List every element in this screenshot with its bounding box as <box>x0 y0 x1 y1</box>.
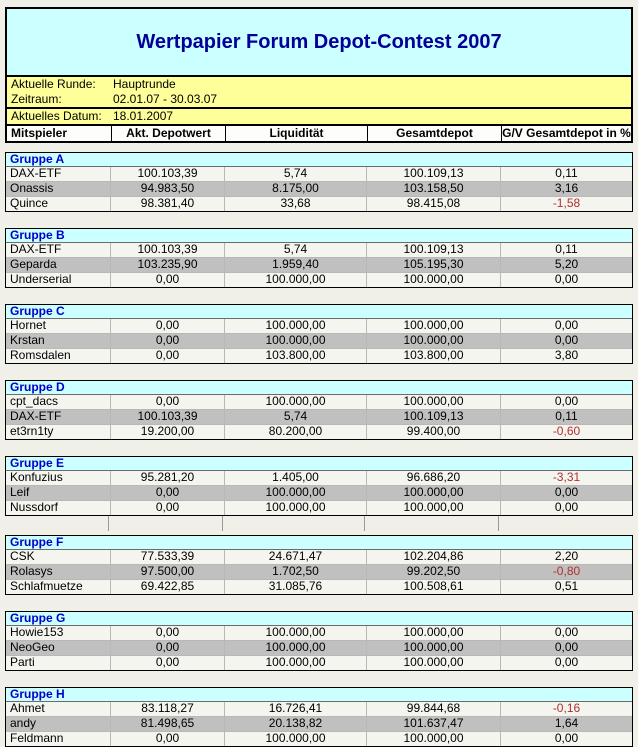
title-banner <box>5 7 633 77</box>
player-name-cell: CSK <box>10 550 35 563</box>
gesamtdepot-cell: 100.109,13 <box>366 167 500 181</box>
gv-cell: 0,11 <box>500 410 632 424</box>
depotwert-cell: 100.103,39 <box>110 167 224 181</box>
table-row <box>6 565 632 580</box>
gesamtdepot-cell: 100.000,00 <box>366 626 500 640</box>
gv-cell: -0,16 <box>500 702 632 716</box>
info-value-zeitraum: 02.01.07 - 30.03.07 <box>113 92 218 106</box>
group-name: Gruppe A <box>6 153 632 167</box>
gesamtdepot-cell: 100.000,00 <box>366 732 500 746</box>
gesamtdepot-cell: 99.400,00 <box>366 425 500 439</box>
player-name-cell: DAX-ETF <box>10 243 62 256</box>
info-value-datum: 18.01.2007 <box>113 109 174 123</box>
gesamtdepot-cell: 99.202,50 <box>366 565 500 579</box>
empty-grid-cell <box>109 516 223 531</box>
player-name-cell: cpt_dacs <box>10 395 59 408</box>
gv-cell: -1,58 <box>500 197 632 211</box>
group-name: Gruppe F <box>6 536 632 550</box>
table-row <box>6 425 632 439</box>
gesamtdepot-cell: 100.109,13 <box>366 410 500 424</box>
depotwert-cell: 83.118,27 <box>110 702 224 716</box>
contest-info-box <box>5 77 633 126</box>
depotwert-cell: 97.500,00 <box>110 565 224 579</box>
liquiditaet-cell: 8.175,00 <box>224 182 366 196</box>
liquiditaet-cell: 100.000,00 <box>224 626 366 640</box>
table-row <box>6 273 632 287</box>
table-row <box>6 550 632 565</box>
gesamtdepot-cell: 100.109,13 <box>366 243 500 257</box>
group-block <box>5 228 633 288</box>
liquiditaet-cell: 100.000,00 <box>224 641 366 655</box>
table-row <box>6 501 632 515</box>
table-row <box>6 243 632 258</box>
depotwert-cell: 0,00 <box>110 641 224 655</box>
groups-container <box>5 152 633 747</box>
liquiditaet-cell: 1.405,00 <box>224 471 366 485</box>
player-name-cell: Onassis <box>10 182 54 195</box>
depotwert-cell: 0,00 <box>110 349 224 363</box>
gv-cell: 0,00 <box>500 641 632 655</box>
table-row <box>6 182 632 197</box>
table-row <box>6 334 632 349</box>
player-name-cell: Parti <box>10 656 35 669</box>
depotwert-cell: 0,00 <box>110 334 224 348</box>
group-block <box>5 380 633 440</box>
player-name-cell: Feldmann <box>10 732 64 745</box>
gv-cell: 0,11 <box>500 243 632 257</box>
gesamtdepot-cell: 102.204,86 <box>366 550 500 564</box>
liquiditaet-cell: 20.138,82 <box>224 717 366 731</box>
player-name-cell: DAX-ETF <box>10 167 62 180</box>
column-header-gesamtdepot: Gesamtdepot <box>367 126 501 141</box>
player-name-cell: Howie153 <box>10 626 64 639</box>
gv-cell: 0,00 <box>500 334 632 348</box>
table-row <box>6 486 632 501</box>
liquiditaet-cell: 100.000,00 <box>224 501 366 515</box>
depotwert-cell: 0,00 <box>110 732 224 746</box>
group-block <box>5 687 633 747</box>
gesamtdepot-cell: 98.415,08 <box>366 197 500 211</box>
liquiditaet-cell: 5,74 <box>224 167 366 181</box>
gesamtdepot-cell: 101.637,47 <box>366 717 500 731</box>
depotwert-cell: 77.533,39 <box>110 550 224 564</box>
table-row <box>6 471 632 486</box>
depotwert-cell: 95.281,20 <box>110 471 224 485</box>
info-label-zeitraum: Zeitraum: <box>11 92 62 106</box>
table-row <box>6 641 632 656</box>
depotwert-cell: 94.983,50 <box>110 182 224 196</box>
gesamtdepot-cell: 96.686,20 <box>366 471 500 485</box>
gv-cell: 5,20 <box>500 258 632 272</box>
player-name-cell: andy <box>10 717 37 730</box>
depotwert-cell: 0,00 <box>110 273 224 287</box>
table-row <box>6 656 632 670</box>
gv-cell: -3,31 <box>500 471 632 485</box>
table-header-row <box>5 126 633 143</box>
group-name: Gruppe C <box>6 305 632 319</box>
liquiditaet-cell: 5,74 <box>224 410 366 424</box>
table-row <box>6 349 632 363</box>
empty-grid-cell <box>5 516 109 531</box>
gesamtdepot-cell: 100.000,00 <box>366 501 500 515</box>
group-block <box>5 456 633 516</box>
empty-grid-cell <box>365 516 499 531</box>
table-row <box>6 258 632 273</box>
info-label-datum: Aktuelles Datum: <box>11 109 102 123</box>
gv-cell: 0,00 <box>500 501 632 515</box>
depotwert-cell: 103.235,90 <box>110 258 224 272</box>
gesamtdepot-cell: 100.508,61 <box>366 580 500 594</box>
liquiditaet-cell: 31.085,76 <box>224 580 366 594</box>
gesamtdepot-cell: 100.000,00 <box>366 334 500 348</box>
liquiditaet-cell: 100.000,00 <box>224 395 366 409</box>
liquiditaet-cell: 16.726,41 <box>224 702 366 716</box>
gv-cell: 0,00 <box>500 273 632 287</box>
gv-cell: 0,00 <box>500 626 632 640</box>
gesamtdepot-cell: 105.195,30 <box>366 258 500 272</box>
table-row <box>6 410 632 425</box>
column-header-liquiditaet: Liquidität <box>225 126 367 141</box>
liquiditaet-cell: 100.000,00 <box>224 334 366 348</box>
group-name: Gruppe D <box>6 381 632 395</box>
gv-cell: -0,80 <box>500 565 632 579</box>
gesamtdepot-cell: 100.000,00 <box>366 319 500 333</box>
gesamtdepot-cell: 103.800,00 <box>366 349 500 363</box>
info-row-runde <box>7 77 631 92</box>
group-name: Gruppe H <box>6 688 632 702</box>
player-name-cell: Hornet <box>10 319 47 332</box>
depotwert-cell: 0,00 <box>110 656 224 670</box>
player-name-cell: Geparda <box>10 258 57 271</box>
liquiditaet-cell: 100.000,00 <box>224 319 366 333</box>
gv-cell: 0,00 <box>500 656 632 670</box>
depotwert-cell: 19.200,00 <box>110 425 224 439</box>
depotwert-cell: 98.381,40 <box>110 197 224 211</box>
empty-grid-spacer-row <box>5 516 633 531</box>
gv-cell: 0,00 <box>500 395 632 409</box>
group-name: Gruppe G <box>6 612 632 626</box>
depotwert-cell: 0,00 <box>110 501 224 515</box>
table-row <box>6 197 632 211</box>
depotwert-cell: 100.103,39 <box>110 243 224 257</box>
liquiditaet-cell: 100.000,00 <box>224 732 366 746</box>
player-name-cell: Nussdorf <box>10 501 59 514</box>
player-name-cell: Leif <box>10 486 30 499</box>
gesamtdepot-cell: 100.000,00 <box>366 486 500 500</box>
gv-cell: 0,00 <box>500 319 632 333</box>
group-name: Gruppe E <box>6 457 632 471</box>
liquiditaet-cell: 103.800,00 <box>224 349 366 363</box>
player-name-cell: NeoGeo <box>10 641 55 654</box>
info-label-runde: Aktuelle Runde: <box>11 77 96 91</box>
liquiditaet-cell: 24.671,47 <box>224 550 366 564</box>
gesamtdepot-cell: 100.000,00 <box>366 656 500 670</box>
depotwert-cell: 0,00 <box>110 626 224 640</box>
table-row <box>6 580 632 594</box>
info-row-datum <box>7 107 631 124</box>
table-row <box>6 319 632 334</box>
page-title: Wertpapier Forum Depot-Contest 2007 <box>136 30 502 53</box>
table-row <box>6 395 632 410</box>
group-block <box>5 304 633 364</box>
gesamtdepot-cell: 100.000,00 <box>366 395 500 409</box>
group-block <box>5 152 633 212</box>
depotwert-cell: 81.498,65 <box>110 717 224 731</box>
gv-cell: 0,11 <box>500 167 632 181</box>
player-name-cell: Romsdalen <box>10 349 71 362</box>
gv-cell: 1,64 <box>500 717 632 731</box>
player-name-cell: Krstan <box>10 334 45 347</box>
player-name-cell: Schlafmuetze <box>10 580 83 593</box>
liquiditaet-cell: 100.000,00 <box>224 486 366 500</box>
liquiditaet-cell: 100.000,00 <box>224 273 366 287</box>
gv-cell: 2,20 <box>500 550 632 564</box>
table-row <box>6 702 632 717</box>
empty-grid-cell <box>499 516 633 531</box>
liquiditaet-cell: 80.200,00 <box>224 425 366 439</box>
depotwert-cell: 0,00 <box>110 395 224 409</box>
group-block <box>5 535 633 595</box>
player-name-cell: Ahmet <box>10 702 45 715</box>
group-name: Gruppe B <box>6 229 632 243</box>
player-name-cell: Quince <box>10 197 49 210</box>
player-name-cell: Konfuzius <box>10 471 63 484</box>
player-name-cell: Underserial <box>10 273 72 286</box>
depotwert-cell: 0,00 <box>110 486 224 500</box>
player-name-cell: DAX-ETF <box>10 410 62 423</box>
gv-cell: 0,51 <box>500 580 632 594</box>
player-name-cell: et3rn1ty <box>10 425 54 438</box>
gesamtdepot-cell: 99.844,68 <box>366 702 500 716</box>
depotwert-cell: 69.422,85 <box>110 580 224 594</box>
gv-cell: 3,16 <box>500 182 632 196</box>
info-value-runde: Hauptrunde <box>113 77 176 91</box>
table-row <box>6 626 632 641</box>
liquiditaet-cell: 33,68 <box>224 197 366 211</box>
gv-cell: 0,00 <box>500 486 632 500</box>
gv-cell: 0,00 <box>500 732 632 746</box>
table-row <box>6 717 632 732</box>
liquiditaet-cell: 1.702,50 <box>224 565 366 579</box>
column-header-depotwert: Akt. Depotwert <box>111 126 225 141</box>
player-name-cell: Rolasys <box>10 565 53 578</box>
depotwert-cell: 0,00 <box>110 319 224 333</box>
liquiditaet-cell: 5,74 <box>224 243 366 257</box>
gv-cell: -0,60 <box>500 425 632 439</box>
gesamtdepot-cell: 100.000,00 <box>366 641 500 655</box>
gesamtdepot-cell: 103.158,50 <box>366 182 500 196</box>
liquiditaet-cell: 100.000,00 <box>224 656 366 670</box>
gv-cell: 3,80 <box>500 349 632 363</box>
depotwert-cell: 100.103,39 <box>110 410 224 424</box>
column-header-gv-prozent: G/V Gesamtdepot in % <box>502 126 631 140</box>
group-block <box>5 611 633 671</box>
gesamtdepot-cell: 100.000,00 <box>366 273 500 287</box>
liquiditaet-cell: 1.959,40 <box>224 258 366 272</box>
column-header-mitspieler: Mitspieler <box>11 126 68 140</box>
table-row <box>6 167 632 182</box>
empty-grid-cell <box>223 516 365 531</box>
info-row-zeitraum <box>7 92 631 107</box>
